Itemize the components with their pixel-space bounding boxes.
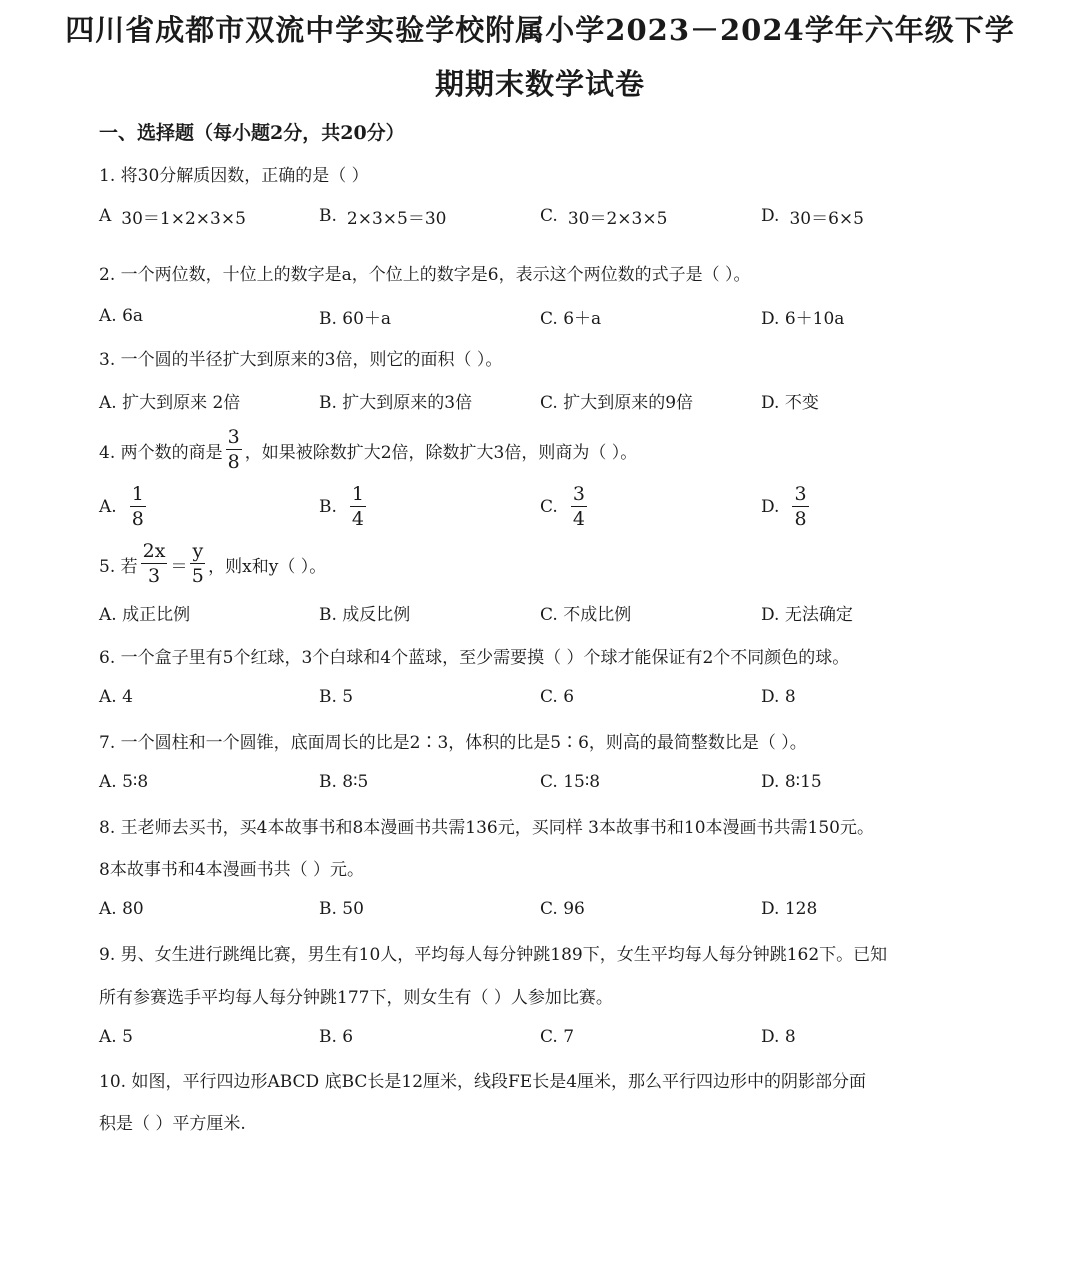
denominator: 8 bbox=[131, 508, 144, 530]
numerator: 3 bbox=[794, 483, 807, 505]
option-label: A bbox=[99, 206, 112, 226]
question-7: 7. 一个圆柱和一个圆锥，底面周长的比是2∶3，体积的比是5∶6，则高的最简整数比是（ ）。 bbox=[99, 733, 807, 753]
option-d: D. 8 bbox=[761, 1027, 796, 1047]
question-5 bbox=[99, 539, 326, 589]
numerator: 1 bbox=[351, 483, 364, 505]
option-label: A. bbox=[99, 497, 117, 517]
numerator: 3 bbox=[227, 426, 240, 448]
equals-sign: ＝ bbox=[170, 556, 188, 577]
question-8-line2: 8本故事书和4本漫画书共（ ）元。 bbox=[99, 860, 365, 880]
option-b bbox=[319, 191, 446, 241]
option-d bbox=[761, 482, 812, 532]
option-label: B. bbox=[319, 206, 337, 226]
option-b: B. 8∶5 bbox=[319, 772, 369, 792]
question-5-prefix: 5. 若 bbox=[99, 556, 138, 577]
option-d: D. 8 bbox=[761, 687, 796, 707]
option-c bbox=[540, 191, 667, 241]
option-fraction bbox=[792, 485, 808, 529]
section-heading: 一、选择题（每小题2分，共20分） bbox=[99, 122, 405, 144]
option-label: C. bbox=[540, 206, 558, 226]
denominator: 3 bbox=[147, 565, 161, 587]
option-d bbox=[761, 191, 864, 241]
option-label: D. bbox=[761, 497, 780, 517]
question-3: 3. 一个圆的半径扩大到原来的3倍，则它的面积（ ）。 bbox=[99, 350, 503, 370]
option-text: 30＝6×5 bbox=[789, 208, 864, 229]
option-c bbox=[540, 482, 590, 532]
option-a: A. 5 bbox=[99, 1027, 133, 1047]
option-label: B. bbox=[319, 497, 337, 517]
numerator: 1 bbox=[131, 483, 144, 505]
exam-title-line1: 四川省成都市双流中学实验学校附属小学2023－2024学年六年级下学 bbox=[65, 13, 1015, 47]
denominator: 8 bbox=[227, 451, 240, 473]
option-c: C. 7 bbox=[540, 1027, 575, 1047]
option-label: D. bbox=[761, 206, 780, 226]
option-d: D. 无法确定 bbox=[761, 604, 853, 625]
question-9-line1: 9. 男、女生进行跳绳比赛，男生有10人，平均每人每分钟跳189下，女生平均每人每分钟跳162下。已知 bbox=[99, 945, 888, 965]
question-4-prefix: 4. 两个数的商是 bbox=[99, 442, 223, 463]
question-4-suffix: ，如果被除数扩大2倍，除数扩大3倍，则商为（ ）。 bbox=[244, 442, 638, 463]
question-10-line1: 10. 如图，平行四边形ABCD 底BC长是12厘米，线段FE长是4厘米，那么平行四边形中的阴影部分面 bbox=[99, 1072, 867, 1092]
exam-title-line2: 期期末数学试卷 bbox=[434, 67, 645, 101]
option-label: C. bbox=[540, 497, 558, 517]
option-a: A. 6a bbox=[99, 306, 144, 326]
option-b: B. 60＋a bbox=[319, 308, 392, 329]
option-b: B. 50 bbox=[319, 899, 364, 919]
fraction-3-8 bbox=[226, 428, 242, 472]
option-a bbox=[99, 191, 246, 241]
option-c: C. 6 bbox=[540, 687, 575, 707]
numerator: y bbox=[192, 540, 204, 562]
option-b: B. 扩大到原来的3倍 bbox=[319, 392, 473, 413]
question-4 bbox=[99, 425, 637, 475]
numerator: 3 bbox=[572, 483, 585, 505]
option-a: A. 扩大到原来 2倍 bbox=[99, 392, 241, 413]
question-6: 6. 一个盒子里有5个红球，3个白球和4个蓝球，至少需要摸（ ）个球才能保证有2个不同颜色的球。 bbox=[99, 648, 850, 668]
question-10-line2: 积是（ ）平方厘米. bbox=[99, 1114, 246, 1134]
option-b: B. 5 bbox=[319, 687, 354, 707]
question-1: 1. 将30分解质因数，正确的是（ ） bbox=[99, 166, 369, 186]
denominator: 5 bbox=[191, 565, 204, 587]
question-5-suffix: ，则x和y（ ）。 bbox=[208, 556, 327, 577]
option-d: D. 8∶15 bbox=[761, 772, 822, 792]
denominator: 4 bbox=[572, 508, 585, 530]
fraction-y-5 bbox=[190, 542, 205, 586]
option-a: A. 80 bbox=[99, 899, 144, 919]
option-d: D. 128 bbox=[761, 899, 818, 919]
option-fraction bbox=[350, 485, 366, 529]
option-fraction bbox=[130, 485, 146, 529]
option-text: 30＝2×3×5 bbox=[567, 208, 668, 229]
numerator: 2x bbox=[142, 540, 166, 562]
option-a: A. 成正比例 bbox=[99, 604, 191, 625]
option-a: A. 4 bbox=[99, 687, 133, 707]
option-c: C. 不成比例 bbox=[540, 604, 632, 625]
option-c: C. 6＋a bbox=[540, 308, 602, 329]
question-8-line1: 8. 王老师去买书，买4本故事书和8本漫画书共需136元，买同样 3本故事书和10本漫画书共需150元。 bbox=[99, 818, 875, 838]
option-d: D. 不变 bbox=[761, 392, 819, 413]
option-c: C. 15∶8 bbox=[540, 772, 601, 792]
option-b: B. 6 bbox=[319, 1027, 354, 1047]
option-a bbox=[99, 482, 149, 532]
option-b bbox=[319, 482, 369, 532]
option-c: C. 96 bbox=[540, 899, 585, 919]
option-text: 2×3×5＝30 bbox=[346, 208, 447, 229]
denominator: 4 bbox=[351, 508, 364, 530]
option-text: 30＝1×2×3×5 bbox=[121, 208, 246, 229]
option-b: B. 成反比例 bbox=[319, 604, 411, 625]
option-a: A. 5∶8 bbox=[99, 772, 149, 792]
question-9-line2: 所有参赛选手平均每人每分钟跳177下，则女生有（ ）人参加比赛。 bbox=[99, 988, 613, 1008]
option-c: C. 扩大到原来的9倍 bbox=[540, 392, 694, 413]
fraction-2x-3 bbox=[141, 542, 168, 586]
option-fraction bbox=[571, 485, 587, 529]
option-d: D. 6＋10a bbox=[761, 308, 845, 329]
question-2: 2. 一个两位数，十位上的数字是a，个位上的数字是6，表示这个两位数的式子是（ ）。 bbox=[99, 265, 751, 285]
denominator: 8 bbox=[794, 508, 807, 530]
